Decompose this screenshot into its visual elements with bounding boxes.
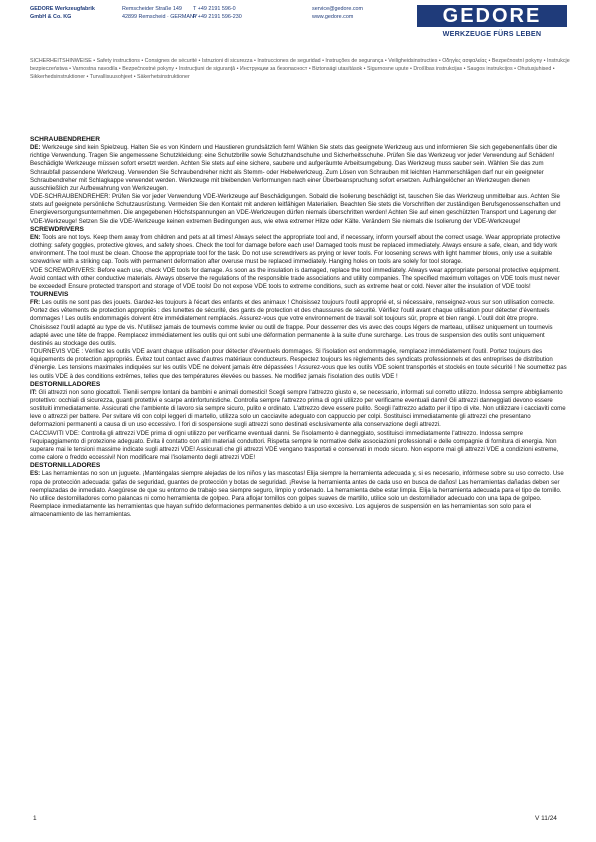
company-legal-form: GmbH & Co. KG (30, 14, 72, 20)
language-code: FR: (30, 299, 41, 307)
website-link[interactable]: www.gedore.com (312, 14, 354, 20)
paragraph-text: Tools are not toys. Keep them away from children and pets at all times! Always select the appropriate tool and, if necessary, inform yourself about the correct usage. Wear appropriate protective clothing: safety goggles, protective gloves, and safety shoes. Check the tool for damage before each use! Damaged tools must be replaced immediately. Always ensure a safe, clean, and tidy work environment. The tool must be clean. Choose the appropriate tool for the task. Do not use screwdrivers as prying or lever tools. For loosening screws with light hammer blows, only use a suitable screwdriver with a striking cap. Tools with permanent deformation after overuse must be replaced immediately. Hanging holes on tools are solely for tool storage. (30, 233, 561, 266)
address-city: 42899 Remscheid · GERMANY (122, 14, 198, 20)
section-heading: SCREWDRIVERS (30, 225, 84, 233)
contact-block (312, 5, 363, 21)
section-es (30, 462, 567, 519)
document-body (30, 136, 567, 519)
paragraph-text: Werkzeuge sind kein Spielzeug. Halten Sie es von Kindern und Haustieren grundsätzlich fern! Wählen Sie stets das geeignete Werkzeug aus und informieren Sie sich gegebenenfalls über die richtige Verwendung. Tragen Sie angemessene Schutzkleidung: eine Schutzbrille sowie Schutzhandschuhe und Sicherheitsschuhe. Prüfen Sie das Werkzeug vor jeder Verwendung auf Schäden! Beschädigte Werkzeuge müssen sofort ersetzt werden. Achten Sie stets auf eine sichere, saubere und aufgeräumte Arbeitsumgebung. Das Werkzeug muss sauber sein. Wählen Sie das zum Schraubfall passendene Werkzeug. Verwenden Sie Schraubendreher nicht als Stemm- oder Hebelwerkzeug. Zum Lösen von Schrauben mit leichten Hammerschlägen darf nur ein geeigneter Schraubendreher mit Schlagkappe verwendet werden. Werkzeuge mit bleibenden Verformungen nach einer Überbeanspruchung sofort ersetzen. Aufhängelöcher an Werkzeugen dienen ausschließlich zur Aufbewahrung von Werkzeugen. (30, 144, 558, 192)
address-block (122, 5, 198, 21)
page-header (0, 0, 596, 52)
section-heading: SCHRAUBENDREHER (30, 136, 100, 143)
document-version: V 11/24 (535, 815, 557, 822)
section-heading: TOURNEVIS (30, 290, 69, 298)
language-code: DE: (30, 144, 41, 152)
section-paragraph (30, 389, 567, 430)
vde-paragraph: VDE SCREWDRIVERS: Before each use, check VDE tools for damage. As soon as the insulation is damaged, replace the tool immediately. Always wear appropriate personal protective equipment. Avoid contact with other conductive materials. Always observe the regulations of the responsible trade associations and utility companies. The specified maximum voltages on VDE tools must never be exceeded! Ensure protected transport and storage of VDE tools! Do not expose VDE tools to extreme conditions, such as extreme heat or cold. Never alter the insulation of VDE tools! (30, 266, 560, 290)
section-paragraph (30, 299, 567, 348)
fax-number: F +49 2191 596-230 (193, 14, 242, 20)
vde-paragraph: CACCIAVITI VDE: Controlla gli attrezzi VDE prima di ogni utilizzo per verificarne eventuali danni. Se l'isolamento è danneggiato, sostituisci immediatamente l'attrezzo. Indossa sempre l'equipaggiamento di protezione adeguato. Evita il contatto con altri materiali conduttori. Rispetta sempre le normative delle associazioni professionali e delle compagnie di fornitura di energia. Non superare mai le tensioni massime indicate sugli attrezzi VDE! Assicurati che gli attrezzi VDE vengano trasportati e conservati in modo sicuro. Non esporre mai gli attrezzi VDE a condizioni estreme, come calore o freddo eccessivi! Non modificare mai l'isolamento degli attrezzi VDE! (30, 429, 559, 462)
logo-wordmark: GEDORE (417, 5, 567, 27)
section-heading: DESTORNILLADORES (30, 380, 101, 388)
section-paragraph (30, 470, 567, 519)
language-code: ES: (30, 470, 41, 478)
company-name: GEDORE Werkzeugfabrik (30, 6, 95, 12)
section-paragraph (30, 234, 567, 267)
paragraph-text: Gli attrezzi non sono giocattoli. Tienili sempre lontani da bambini e animali domestici! Scegli sempre l'attrezzo giusto e, se necessario, informati sul corretto utilizzo. Indossa sempre abbigliamento protettivo: occhiali di sicurezza, guanti protettivi e scarpe antinfortunistiche. Controlla sempre l'attrezzo prima di ogni utilizzo per verificarne eventuali danni! Gli attrezzi danneggiati devono essere sostituiti immediatamente. Assicurati che l'ambiente di lavoro sia sempre sicuro, pulito e ordinato. L'attrezzo deve essere pulito. Scegli l'attrezzo adatto per il tipo di vite. Non utilizzare i cacciaviti come leve o attrezzi per battere. Per svitare viti con colpi leggeri di martello, utilizza solo un cacciavite adeguato con cappuccio per colpi. Sostituisci immediatamente gli attrezzi che presentano deformazioni permanenti a causa di un uso eccessivo. I fori di sospensione sugli attrezzi sono destinati esclusivamente alla conservazione degli attrezzi. (30, 388, 566, 429)
email-link[interactable]: service@gedore.com (312, 6, 364, 12)
page-number: 1 (33, 815, 37, 822)
section-fr (30, 291, 567, 381)
paragraph-text: Las herramientas no son un juguete. ¡Manténgalas siempre alejadas de los niños y las mascotas! Elija siempre la herramienta adecuada y, si es necesario, infórmese sobre su uso correcto. Use ropa de protección adecuada: gafas de seguridad, guantes de protección y botas de seguridad. ¡Revise la herramienta antes de cada uso en busca de daños! Las herramientas dañadas deben ser reemplazadas de inmediato. Asegúrese de que su entorno de trabajo sea siempre seguro, limpio y ordenado. La herramienta debe estar limpia. Elija la herramienta adecuada para el tipo de tornillo. No utilice destornilladores como palancas ni como herramienta de golpeo. Para aflojar tornillos con golpes suaves de martillo, utilice solo un destornillador adecuado con una tapa de golpeo. Reemplace inmediatamente las herramientas que hayan sufrido deformaciones permanentes debido a un uso excesivo. Los agujeros de suspensión en las herramientas son solo para el almacenamiento de las herramientas. (30, 470, 564, 519)
section-it (30, 381, 567, 463)
phone-block (193, 5, 242, 21)
section-de (30, 136, 567, 226)
language-code: EN: (30, 233, 41, 241)
gedore-logo (417, 5, 567, 43)
logo-tagline: WERKZEUGE FÜRS LEBEN (442, 29, 542, 38)
phone-number: T +49 2191 596-0 (193, 6, 236, 12)
vde-paragraph: TOURNEVIS VDE : Vérifiez les outils VDE avant chaque utilisation pour détecter d'éventuels dommages. Si l'isolation est endommagée, remplacez immédiatement l'outil. Portez toujours des équipements de protection appropriés. Évitez tout contact avec d'autres matériaux conducteurs. Respectez toujours les règlements des syndicats professionnels et des entreprises de distribution d'énergie. Les tensions maximales indiquées sur les outils VDE ne doivent jamais être dépassées ! Assurez-vous que les outils VDE soient transportés et stockés en toute sécurité ! Ne soumettez pas les outils VDE à des conditions extrêmes, telles que des températures élevées ou basses. Ne modifiez jamais l'isolation des outils VDE ! (30, 348, 567, 380)
section-paragraph (30, 144, 567, 193)
paragraph-text: Les outils ne sont pas des jouets. Gardez-les toujours à l'écart des enfants et des animaux ! Choisissez toujours l'outil approprié et, si nécessaire, renseignez-vous sur son utilisation correcte. Portez des vêtements de protection appropriés : des lunettes de sécurité, des gants de protection et des chaussures de sécurité. Vérifiez l'outil avant chaque utilisation pour détecter d'éventuels dommages ! Les outils endommagés doivent être immédiatement remplacés. Assurez-vous que votre environnement de travail soit toujours sûr, propre et bien rangé. L'outil doit être propre. Choisissez l'outil adapté au type de vis. N'utilisez jamais de tournevis comme levier ou outil de frappe. Pour desserrer des vis avec des coups légers de marteau, utilisez uniquement un tournevis adapté avec une tête de frappe. Remplacez immédiatement les outils qui ont subi une déformation permanente à la suite d'une surcharge. Les trous de suspension des outils sont uniquement destinés au stockage des outils. (30, 299, 555, 347)
section-heading: DESTORNILLADORES (30, 462, 101, 470)
section-en (30, 226, 567, 291)
company-block (30, 5, 95, 21)
safety-instructions-languages: SICHERHEITSHINWEISE • Safety instructions • Consignes de sécurité • Istruzioni di sicurezza • Instrucciones de seguridad • Instruções de segurança • Veiligheidsinstructies • Οδηγίες ασφαλείας • Bezpečnostní pokyny • Instrukcje bezpieczeństwa • Varnostna navodila • Bezpečnostné pokyny • Instrucţiuni de siguranţă • Инструкции за безопасност • Biztonsági utasítások • Sigurnosne upute • Drošības instrukcijas • Saugos instrukcijos • Ohutusjuhised • Sikkerhedsinstruktioner • Turvallisuusohjeet • Säkerhetsinstruktioner (30, 58, 570, 81)
language-code: IT: (30, 388, 37, 396)
vde-paragraph: VDE-SCHRAUBENDREHER: Prüfen Sie vor jeder Verwendung VDE-Werkzeuge auf Beschädigungen. Sobald die Isolierung beschädigt ist, tauschen Sie das Werkzeug unmittelbar aus. Achten Sie stets auf geeignete persönliche Schutzausrüstung. Vermeiden Sie den Kontakt mit anderen leitfähigen Materialien. Beachten Sie stets die Vorschriften der zuständigen Berufsgenossenschaften und Energieversorgungsunternehmen. Die angegebenen Höchstspannungen an VDE-Werkzeugen dürfen niemals überschritten werden! Achten Sie auf einen geschützten Transport und Lagerung der VDE-Werkzeuge! Setzen Sie die VDE-Werkzeuge keinen extremen Bedingungen aus, wie etwa extremer Hitze oder Kälte. Verändern Sie niemals die Isolierung der VDE-Werkzeuge! (30, 193, 561, 225)
address-street: Remscheider Straße 149 (122, 6, 182, 12)
